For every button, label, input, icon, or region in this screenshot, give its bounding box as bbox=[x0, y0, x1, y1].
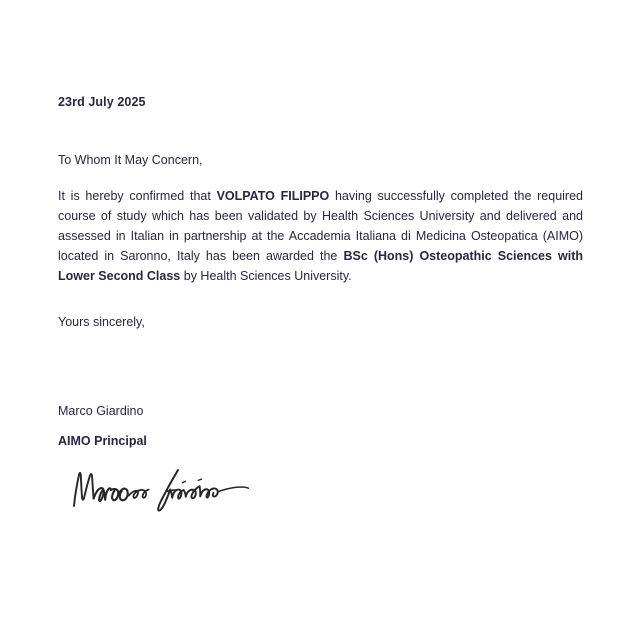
body-text-intro: It is hereby confirmed that bbox=[58, 189, 217, 203]
letter-closing: Yours sincerely, bbox=[58, 315, 145, 329]
student-name: VOLPATO FILIPPO bbox=[216, 189, 330, 203]
body-text-middle: having successfully completed the required course of study which has been validated by Health Sciences University and delivered and assessed in Italian in partnership at the Accademia Italiana di Medicina Osteopatica (AIMO) located in Saronno, Italy has been awarded the bbox=[58, 189, 583, 263]
signer-title: AIMO Principal bbox=[58, 434, 147, 448]
letter-salutation: To Whom It May Concern, bbox=[58, 153, 203, 167]
body-text-end: by Health Sciences University. bbox=[180, 269, 352, 283]
signer-name: Marco Giardino bbox=[58, 404, 144, 418]
handwritten-signature bbox=[62, 462, 272, 514]
letter-date: 23rd July 2025 bbox=[58, 95, 146, 109]
letter-body-paragraph bbox=[58, 186, 583, 286]
qualification-awarded: BSc (Hons) Osteopathic Sciences with Lower Second Class bbox=[58, 249, 584, 283]
signature-icon bbox=[62, 462, 272, 514]
